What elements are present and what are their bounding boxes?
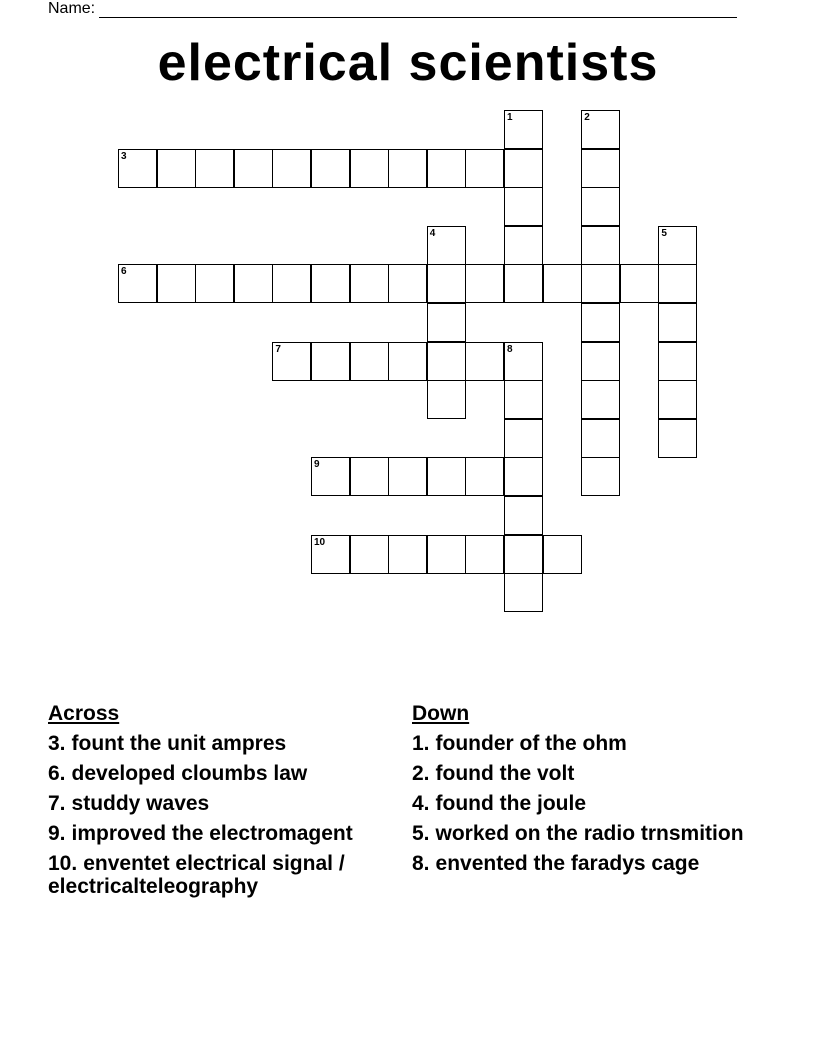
page-title: electrical scientists — [157, 34, 659, 92]
crossword-cell[interactable] — [581, 342, 620, 381]
clue-item — [412, 732, 752, 755]
crossword-cell[interactable] — [427, 149, 466, 188]
clue-item-text: envented the faradys cage — [435, 852, 700, 875]
crossword-cell[interactable] — [388, 535, 427, 574]
crossword-cell[interactable] — [427, 226, 466, 265]
crossword-cell[interactable] — [620, 264, 659, 303]
clue-item — [412, 762, 752, 785]
crossword-cell[interactable] — [504, 573, 543, 612]
crossword-cell[interactable] — [465, 264, 504, 303]
crossword-cell[interactable] — [658, 380, 697, 419]
name-label: Name: — [48, 0, 96, 17]
clue-number: 10 — [314, 536, 326, 548]
crossword-cell[interactable] — [350, 457, 389, 496]
crossword-cell[interactable] — [272, 149, 311, 188]
clue-item-number: 8. — [412, 852, 430, 875]
clue-number: 7 — [275, 343, 281, 355]
crossword-cell[interactable] — [504, 457, 543, 496]
clue-item-number: 4. — [412, 792, 430, 815]
crossword-cell[interactable] — [658, 226, 697, 265]
crossword-cell[interactable] — [581, 187, 620, 226]
crossword-cell[interactable] — [465, 457, 504, 496]
crossword-cell[interactable] — [427, 535, 466, 574]
crossword-cell[interactable] — [581, 303, 620, 342]
crossword-cell[interactable] — [272, 342, 311, 381]
crossword-cell[interactable] — [581, 419, 620, 458]
clue-item-number: 1. — [412, 732, 430, 755]
crossword-cell[interactable] — [388, 149, 427, 188]
clue-item-text: found the volt — [435, 762, 575, 785]
crossword-cell[interactable] — [427, 264, 466, 303]
crossword-cell[interactable] — [350, 342, 389, 381]
crossword-cell[interactable] — [465, 342, 504, 381]
clue-number: 8 — [507, 343, 513, 355]
crossword-cell[interactable] — [195, 264, 234, 303]
down-heading: Down — [412, 702, 470, 725]
crossword-cell[interactable] — [658, 342, 697, 381]
across-heading: Across — [48, 702, 120, 725]
clue-item-text: fount the unit ampres — [71, 732, 287, 755]
crossword-cell[interactable] — [504, 380, 543, 419]
clue-item — [48, 762, 388, 785]
crossword-cell[interactable] — [504, 535, 543, 574]
down-clues — [412, 702, 752, 882]
crossword-cell[interactable] — [581, 380, 620, 419]
clue-number: 9 — [314, 459, 320, 471]
crossword-cell[interactable] — [272, 264, 311, 303]
crossword-cell[interactable] — [427, 457, 466, 496]
crossword-cell[interactable] — [311, 264, 350, 303]
crossword-cell[interactable] — [504, 149, 543, 188]
clue-item-number: 9. — [48, 822, 66, 845]
crossword-cell[interactable] — [350, 149, 389, 188]
clue-item-text: founder of the ohm — [435, 732, 627, 755]
crossword-cell[interactable] — [311, 149, 350, 188]
clue-item — [48, 852, 388, 898]
crossword-cell[interactable] — [157, 149, 196, 188]
crossword-cell[interactable] — [195, 149, 234, 188]
crossword-cell[interactable] — [465, 149, 504, 188]
clue-item-number: 2. — [412, 762, 430, 785]
clue-number: 5 — [661, 227, 667, 239]
clue-item-number: 6. — [48, 762, 66, 785]
crossword-cell[interactable] — [350, 264, 389, 303]
clue-item — [48, 732, 388, 755]
clue-item — [412, 852, 752, 875]
crossword-cell[interactable] — [658, 419, 697, 458]
crossword-cell[interactable] — [504, 496, 543, 535]
clue-number: 4 — [429, 227, 436, 239]
crossword-cell[interactable] — [465, 535, 504, 574]
crossword-cell[interactable] — [350, 535, 389, 574]
clue-item — [412, 792, 752, 815]
clue-item-text: worked on the radio trnsmition — [435, 822, 744, 845]
clue-item — [412, 822, 752, 845]
crossword-cell[interactable] — [581, 226, 620, 265]
clue-item-number: 7. — [48, 792, 66, 815]
crossword-cell[interactable] — [388, 457, 427, 496]
crossword-cell[interactable] — [234, 264, 273, 303]
clue-item — [48, 822, 388, 845]
crossword-cell[interactable] — [118, 264, 157, 303]
crossword-cell[interactable] — [234, 149, 273, 188]
clue-item — [48, 792, 388, 815]
crossword-cell[interactable] — [504, 419, 543, 458]
crossword-cell[interactable] — [581, 149, 620, 188]
clue-item-number: 5. — [412, 822, 430, 845]
crossword-cell[interactable] — [658, 303, 697, 342]
clue-item-text: developed cloumbs law — [71, 762, 308, 785]
crossword-cell[interactable] — [427, 303, 466, 342]
clue-item-text: enventet electrical signal / electricalteleography — [48, 852, 345, 898]
crossword-cell[interactable] — [157, 264, 196, 303]
clue-item-text: studdy waves — [71, 792, 210, 815]
crossword-cell[interactable] — [543, 535, 582, 574]
clue-item-text: improved the electromagent — [71, 822, 353, 845]
across-clues — [48, 702, 388, 905]
crossword-cell[interactable] — [311, 535, 350, 574]
crossword-cell[interactable] — [388, 342, 427, 381]
crossword-cell[interactable] — [427, 342, 466, 381]
crossword-cell[interactable] — [658, 264, 697, 303]
crossword-cell[interactable] — [543, 264, 582, 303]
crossword-cell[interactable] — [388, 264, 427, 303]
crossword-cell[interactable] — [581, 457, 620, 496]
clue-item-number: 3. — [48, 732, 66, 755]
clue-number: 6 — [121, 266, 127, 278]
clue-number: 1 — [507, 112, 513, 123]
crossword-cell[interactable] — [504, 226, 543, 265]
clue-number: 3 — [121, 150, 127, 162]
crossword-cell[interactable] — [118, 149, 157, 188]
crossword-cell[interactable] — [427, 380, 466, 419]
crossword-cell[interactable] — [504, 342, 543, 381]
crossword-cell[interactable] — [504, 264, 543, 303]
crossword-cell[interactable] — [311, 457, 350, 496]
crossword-cell[interactable] — [311, 342, 350, 381]
clue-item-text: found the joule — [435, 792, 586, 815]
crossword-cell[interactable] — [504, 110, 543, 149]
crossword-cell[interactable] — [581, 110, 620, 149]
crossword-cell[interactable] — [504, 187, 543, 226]
crossword-cell[interactable] — [581, 264, 620, 303]
clue-number: 2 — [584, 112, 590, 123]
clue-item-number: 10. — [48, 852, 78, 875]
